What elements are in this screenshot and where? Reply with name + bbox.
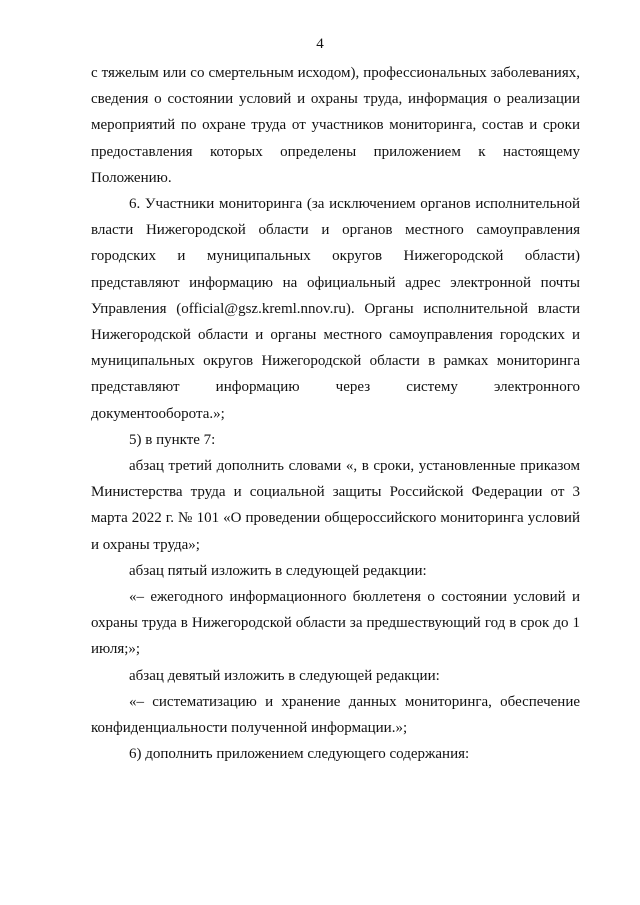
paragraph-subitem-5: 5) в пункте 7: xyxy=(129,431,216,448)
page-number: 4 xyxy=(316,36,324,52)
paragraph-systematization: «– систематизацию и хранение данных мониторинга, обеспечение конфиденциальности полученной информации.»; xyxy=(91,693,580,737)
document-body xyxy=(91,60,580,767)
paragraph-abzac-ninth: абзац девятый изложить в следующей редакции: xyxy=(129,667,440,684)
paragraph-abzac-fifth: абзац пятый изложить в следующей редакции: xyxy=(129,562,427,579)
paragraph-abzac-third: абзац третий дополнить словами «, в сроки, установленные приказом Министерства труда и социальной защиты Российской Федерации от 3 марта 2022 г. № 101 «О проведении общероссийского мониторинга условий и охраны труда»; xyxy=(91,458,580,553)
paragraph-bulletin: «– ежегодного информационного бюллетеня о состоянии условий и охраны труда в Нижегородской области за предшествующий год в срок до 1 июля;»; xyxy=(91,589,580,658)
paragraph-continuation: с тяжелым или со смертельным исходом), профессиональных заболеваниях, сведения о состоянии условий и охраны труда, информация о реализации мероприятий по охране труда от участников мониторинга, состав и сроки предоставления которых определены приложением к настоящему Положению. xyxy=(91,65,580,186)
paragraph-item-6: 6. Участники мониторинга (за исключением органов исполнительной власти Нижегородской области и органов местного самоуправления городских и муниципальных округов Нижегородской области) представляют информацию на официальный адрес электронной почты Управления (official@gsz.kreml.nnov.ru). Органы исполнительной власти Нижегородской области и органы местного самоуправления городских и муниципальных округов Нижегородской области в рамках мониторинга представляют информацию через систему электронного документооборота.»; xyxy=(91,196,580,422)
paragraph-subitem-6: 6) дополнить приложением следующего содержания: xyxy=(129,746,470,763)
